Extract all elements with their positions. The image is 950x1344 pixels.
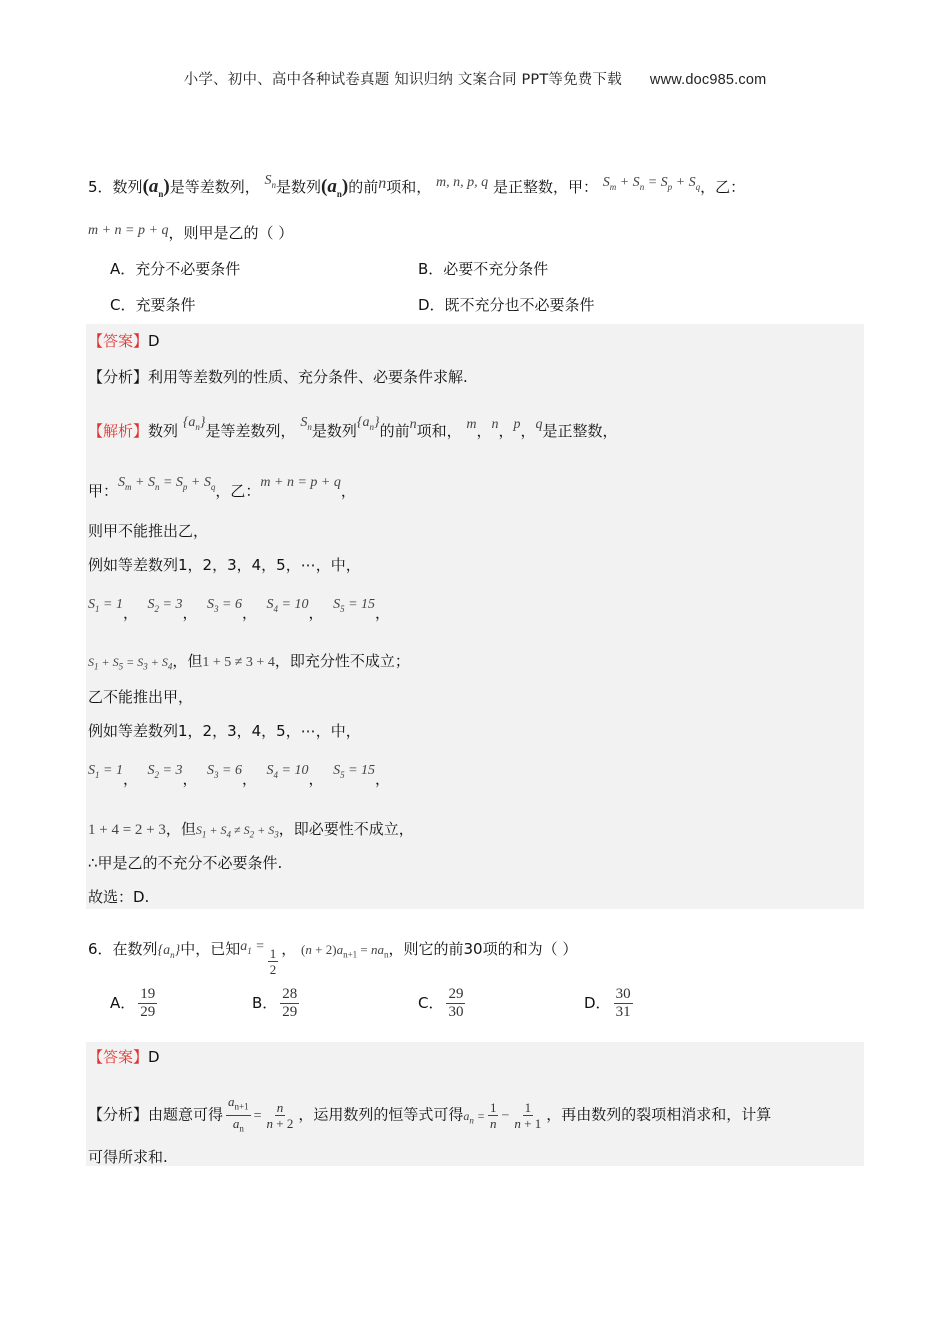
page-header	[0, 68, 950, 89]
q5-solution-line4: 例如等差数列1，2，3，4，5，⋯，中，	[88, 556, 361, 574]
q5-stem-line2: m + n = p + q，则甲是乙的（ ）	[88, 223, 294, 242]
q6-stem: 6．在数列$\{a_n\}$中，已知$a_1$ = $\frac{1}{2}$ ， $(n + 2)a_{n+1} = na_n$，则它的前30项的和为（ ）	[88, 939, 578, 977]
header-url: www.doc985.com	[649, 72, 767, 88]
q5-solution-line3: 则甲不能推出乙，	[88, 522, 209, 540]
header-text: 小学、初中、高中各种试卷真题 知识归纳 文案合同 PPT等免费下载	[183, 72, 622, 88]
q6-analysis: 【分析】由题意可得 $\frac{a_{n+1}}{a_n}$ = $\frac{n}{n + 2}$ ，运用数列的恒等式可得$a_n$ = $\frac{1}{n}$ − $\frac{1}{n + 1}$ ，再由数列的裂项相消求和，计算	[88, 1094, 772, 1134]
q5-answer: 【答案】D	[88, 332, 160, 350]
q6-option-a: A． $\frac{19}{29}$	[110, 986, 156, 1020]
q5-solution-line10: 1 + 4 = 2 + 3，但$S_1 + S_4 \ne S_2 + S_3$，即必要性不成立，	[88, 820, 414, 840]
q6-option-d: D． $\frac{30}{31}$	[584, 986, 631, 1020]
q6-option-c: C． $\frac{29}{30}$	[418, 986, 464, 1020]
q5-option-d: D．既不充分也不必要条件	[418, 296, 595, 314]
q5-solution-line5: $S_1 = 1$， $S_2 = 3$， $S_3 = 6$， $S_4 = 10$， $S_5 = 15$，	[88, 597, 391, 622]
q5-analysis: 【分析】利用等差数列的性质、充分条件、必要条件求解.	[88, 368, 468, 386]
q5-solution-line7: 乙不能推出甲，	[88, 688, 194, 706]
q5-solution-line6: $S_1 + S_5 = S_3 + S_4$，但1 + 5 ≠ 3 + 4，即充分性不成立；	[88, 652, 410, 672]
q5-option-c: C．充要条件	[110, 296, 196, 314]
q5-solution-line1: 【解析】数列 $\{a_n\}$是等差数列， $S_n$是数列$\{a_n\}$的前n项和， m，n，p，q是正整数，	[88, 415, 618, 440]
q5-option-a: A．充分不必要条件	[110, 260, 241, 278]
q5-option-b: B．必要不充分条件	[418, 260, 549, 278]
q6-answer: 【答案】D	[88, 1048, 160, 1066]
q5-solution-line8: 例如等差数列1，2，3，4，5，⋯，中，	[88, 722, 361, 740]
q5-solution-line9: $S_1 = 1$， $S_2 = 3$， $S_3 = 6$， $S_4 = 10$， $S_5 = 15$，	[88, 763, 391, 788]
q6-option-b: B． $\frac{28}{29}$	[252, 986, 298, 1020]
q5-solution-line11: ∴甲是乙的不充分不必要条件.	[88, 854, 283, 872]
q6-analysis-cont: 可得所求和.	[88, 1148, 168, 1166]
q5-solution-line2: 甲：$S_m + S_n = S_p + S_q$，乙：m + n = p + q，	[88, 475, 356, 500]
q5-solution-line12: 故选：D.	[88, 888, 150, 906]
q5-stem-line1: 5．数列$(a_n)$是等差数列， $S_n$是数列$(a_n)$的前n项和， m, n, p, q 是正整数，甲： $S_m + S_n = S_p + S_q$，乙：	[88, 173, 746, 199]
